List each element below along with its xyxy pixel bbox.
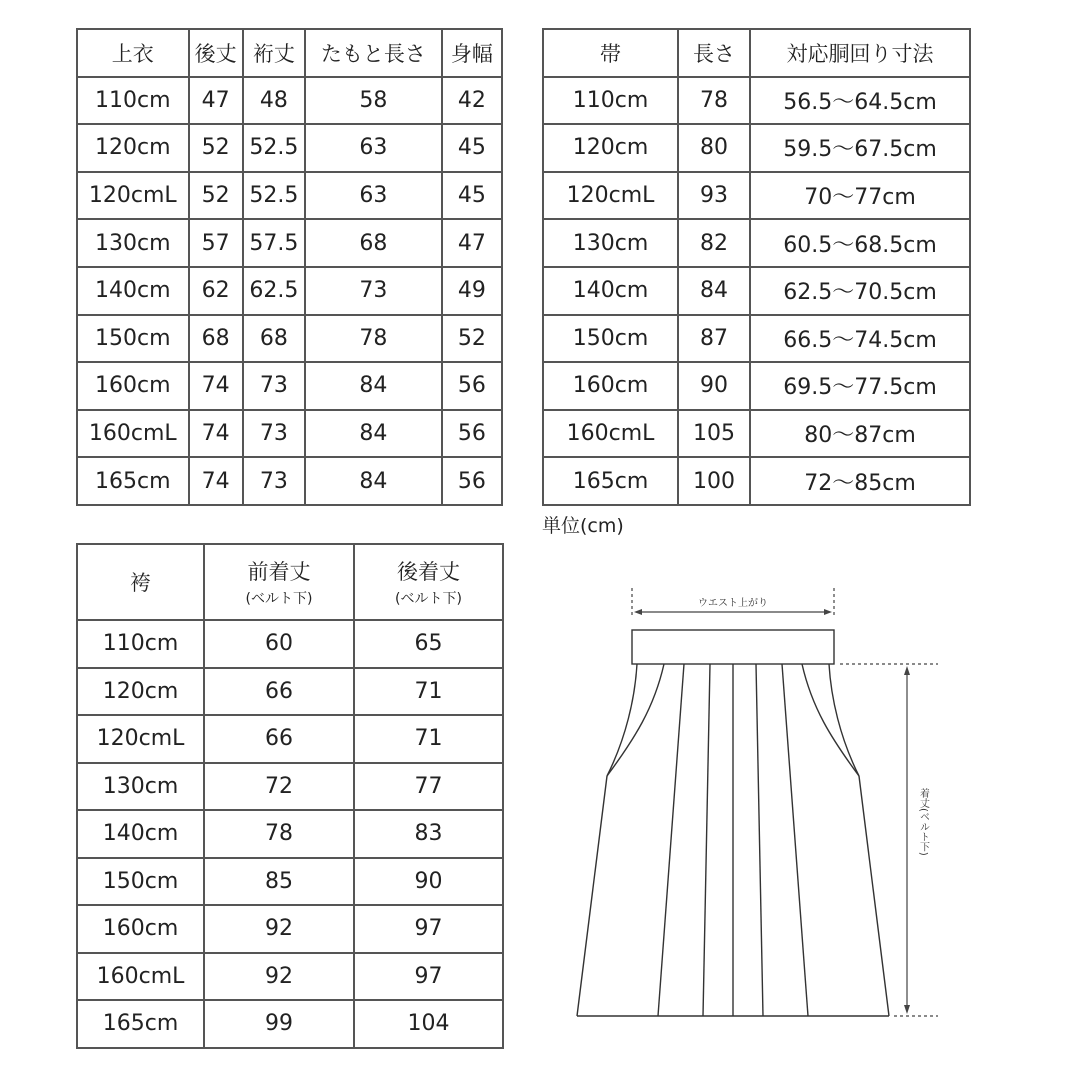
cell: 110cm	[543, 77, 678, 125]
cell: 100	[678, 457, 750, 505]
cell: 56.5〜64.5cm	[750, 77, 970, 125]
table-row	[77, 858, 503, 906]
cell: 84	[678, 267, 750, 315]
cell: 110cm	[77, 620, 204, 668]
cell: 92	[204, 953, 354, 1001]
header-cell: 裄丈	[243, 29, 305, 77]
cell: 60.5〜68.5cm	[750, 219, 970, 267]
table-row	[77, 315, 502, 363]
cell: 120cmL	[543, 172, 678, 220]
cell: 90	[678, 362, 750, 410]
header-sublabel: (ベルト下)	[395, 591, 462, 607]
table-row	[77, 219, 502, 267]
cell: 140cm	[543, 267, 678, 315]
cell: 120cm	[543, 124, 678, 172]
cell: 74	[189, 362, 243, 410]
cell: 97	[354, 953, 503, 1001]
length-label: 着丈(ベルト下)	[917, 788, 929, 856]
cell: 45	[442, 172, 502, 220]
header-cell: 上衣	[77, 29, 189, 77]
table-row	[543, 410, 970, 458]
cell: 140cm	[77, 810, 204, 858]
header-cell	[204, 544, 354, 620]
header-sublabel: (ベルト下)	[245, 591, 313, 607]
cell: 52	[442, 315, 502, 363]
cell: 66.5〜74.5cm	[750, 315, 970, 363]
header-cell	[77, 544, 204, 620]
cell: 63	[305, 124, 442, 172]
cell: 84	[305, 362, 442, 410]
cell: 84	[305, 457, 442, 505]
cell: 160cmL	[77, 953, 204, 1001]
unit-note: 単位(cm)	[542, 515, 624, 537]
cell: 80〜87cm	[750, 410, 970, 458]
cell: 97	[354, 905, 503, 953]
table-row	[543, 315, 970, 363]
cell: 62.5	[243, 267, 305, 315]
table-row	[77, 810, 503, 858]
cell: 57	[189, 219, 243, 267]
table-row	[543, 124, 970, 172]
table-header-row	[77, 29, 502, 77]
hakama-outline	[577, 630, 889, 1016]
cell: 77	[354, 763, 503, 811]
table-row	[543, 362, 970, 410]
cell: 62.5〜70.5cm	[750, 267, 970, 315]
cell: 74	[189, 457, 243, 505]
cell: 90	[354, 858, 503, 906]
cell: 59.5〜67.5cm	[750, 124, 970, 172]
cell: 160cm	[77, 905, 204, 953]
cell: 74	[189, 410, 243, 458]
cell: 80	[678, 124, 750, 172]
cell: 105	[678, 410, 750, 458]
cell: 47	[442, 219, 502, 267]
cell: 99	[204, 1000, 354, 1048]
cell: 160cmL	[543, 410, 678, 458]
waist-label: ウエスト上がり	[698, 598, 768, 609]
header-cell: 長さ	[678, 29, 750, 77]
table-row	[77, 715, 503, 763]
cell: 120cm	[77, 124, 189, 172]
table-row	[543, 267, 970, 315]
cell: 69.5〜77.5cm	[750, 362, 970, 410]
table-row	[77, 124, 502, 172]
cell: 56	[442, 457, 502, 505]
cell: 66	[204, 715, 354, 763]
table-row	[77, 620, 503, 668]
cell: 78	[678, 77, 750, 125]
obi-size-table	[542, 28, 971, 506]
table-row	[543, 457, 970, 505]
table-row	[77, 77, 502, 125]
cell: 130cm	[77, 219, 189, 267]
header-label: 袴	[130, 571, 151, 595]
table-row	[543, 219, 970, 267]
cell: 92	[204, 905, 354, 953]
header-label: 前着丈	[247, 560, 311, 584]
table-row	[77, 905, 503, 953]
cell: 150cm	[77, 315, 189, 363]
header-cell: たもと長さ	[305, 29, 442, 77]
cell: 56	[442, 362, 502, 410]
cell: 72〜85cm	[750, 457, 970, 505]
header-label: 後着丈	[397, 560, 460, 584]
cell: 68	[189, 315, 243, 363]
table-row	[543, 172, 970, 220]
cell: 42	[442, 77, 502, 125]
cell: 71	[354, 668, 503, 716]
cell: 49	[442, 267, 502, 315]
cell: 52	[189, 172, 243, 220]
header-cell: 後丈	[189, 29, 243, 77]
cell: 71	[354, 715, 503, 763]
cell: 68	[305, 219, 442, 267]
table-header-row	[77, 544, 503, 620]
table-row	[77, 362, 502, 410]
cell: 72	[204, 763, 354, 811]
cell: 104	[354, 1000, 503, 1048]
table-row	[77, 763, 503, 811]
cell: 52	[189, 124, 243, 172]
table-row	[77, 457, 502, 505]
table-row	[77, 668, 503, 716]
cell: 66	[204, 668, 354, 716]
cell: 63	[305, 172, 442, 220]
cell: 73	[305, 267, 442, 315]
table-row	[543, 77, 970, 125]
cell: 85	[204, 858, 354, 906]
cell: 93	[678, 172, 750, 220]
cell: 150cm	[77, 858, 204, 906]
header-cell: 帯	[543, 29, 678, 77]
cell: 52.5	[243, 124, 305, 172]
cell: 130cm	[77, 763, 204, 811]
cell: 165cm	[77, 1000, 204, 1048]
cell: 45	[442, 124, 502, 172]
cell: 62	[189, 267, 243, 315]
table-header-row	[543, 29, 970, 77]
cell: 82	[678, 219, 750, 267]
cell: 68	[243, 315, 305, 363]
cell: 83	[354, 810, 503, 858]
cell: 130cm	[543, 219, 678, 267]
cell: 84	[305, 410, 442, 458]
header-cell: 身幅	[442, 29, 502, 77]
hanten-size-table	[76, 28, 503, 506]
header-cell: 対応胴回り寸法	[750, 29, 970, 77]
cell: 73	[243, 362, 305, 410]
hakama-size-table	[76, 543, 504, 1049]
cell: 52.5	[243, 172, 305, 220]
cell: 120cm	[77, 668, 204, 716]
cell: 56	[442, 410, 502, 458]
cell: 57.5	[243, 219, 305, 267]
cell: 70〜77cm	[750, 172, 970, 220]
cell: 65	[354, 620, 503, 668]
cell: 160cm	[543, 362, 678, 410]
cell: 120cmL	[77, 715, 204, 763]
cell: 110cm	[77, 77, 189, 125]
table-row	[77, 172, 502, 220]
cell: 48	[243, 77, 305, 125]
cell: 58	[305, 77, 442, 125]
cell: 160cmL	[77, 410, 189, 458]
cell: 73	[243, 410, 305, 458]
cell: 73	[243, 457, 305, 505]
hakama-diagram	[560, 578, 980, 1058]
cell: 87	[678, 315, 750, 363]
cell: 47	[189, 77, 243, 125]
header-cell	[354, 544, 503, 620]
cell: 60	[204, 620, 354, 668]
cell: 78	[305, 315, 442, 363]
cell: 120cmL	[77, 172, 189, 220]
cell: 165cm	[543, 457, 678, 505]
cell: 165cm	[77, 457, 189, 505]
cell: 78	[204, 810, 354, 858]
table-row	[77, 1000, 503, 1048]
cell: 160cm	[77, 362, 189, 410]
table-row	[77, 410, 502, 458]
table-row	[77, 953, 503, 1001]
cell: 150cm	[543, 315, 678, 363]
cell: 140cm	[77, 267, 189, 315]
table-row	[77, 267, 502, 315]
